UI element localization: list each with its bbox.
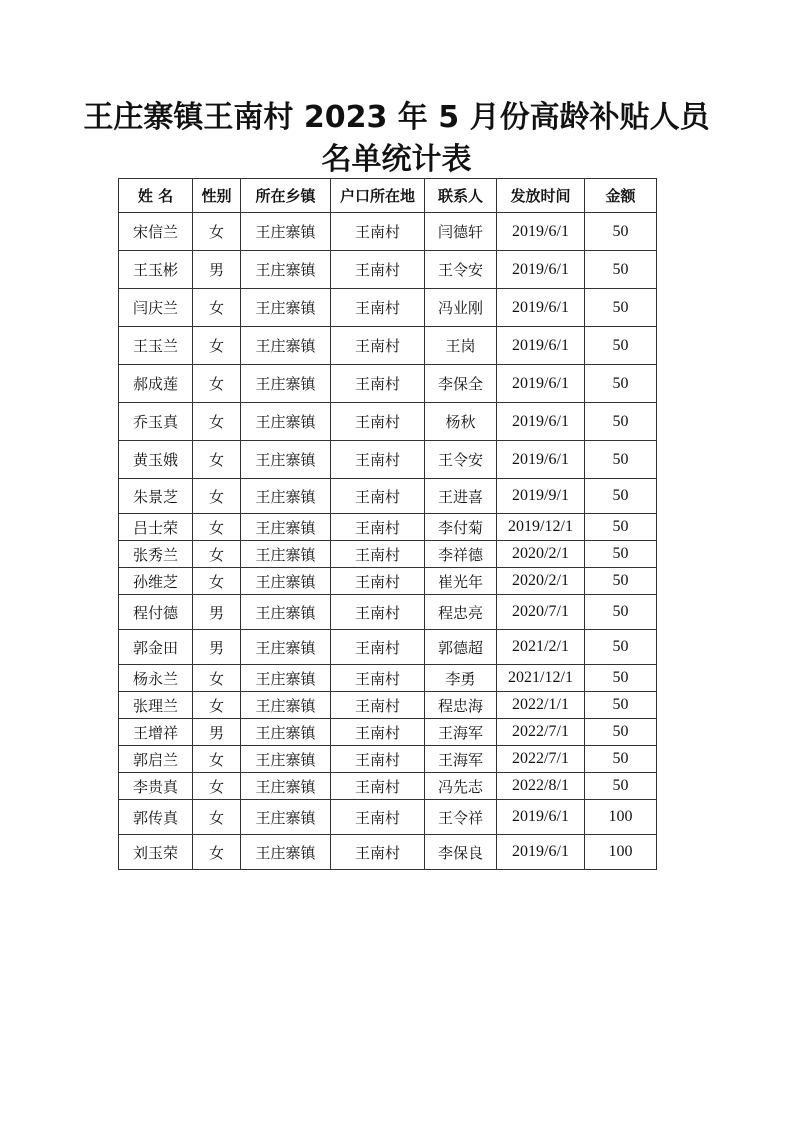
amount-cell: 50 xyxy=(585,541,657,568)
issue-date-cell: 2020/2/1 xyxy=(497,541,585,568)
gender-cell: 女 xyxy=(193,441,241,479)
amount-cell: 50 xyxy=(585,213,657,251)
name-cell: 宋信兰 xyxy=(119,213,193,251)
township-cell: 王庄寨镇 xyxy=(241,479,331,514)
issue-date-cell: 2022/7/1 xyxy=(497,719,585,746)
township-cell: 王庄寨镇 xyxy=(241,213,331,251)
amount-cell: 50 xyxy=(585,327,657,365)
contact-cell: 李保良 xyxy=(425,835,497,870)
gender-cell: 男 xyxy=(193,719,241,746)
township-cell: 王庄寨镇 xyxy=(241,403,331,441)
header-amount: 金额 xyxy=(585,179,657,213)
township-cell: 王庄寨镇 xyxy=(241,289,331,327)
gender-cell: 女 xyxy=(193,403,241,441)
gender-cell: 女 xyxy=(193,835,241,870)
issue-date-cell: 2019/6/1 xyxy=(497,365,585,403)
name-cell: 程付德 xyxy=(119,595,193,630)
amount-cell: 50 xyxy=(585,719,657,746)
issue-date-cell: 2021/12/1 xyxy=(497,665,585,692)
residence-cell: 王南村 xyxy=(331,800,425,835)
name-cell: 朱景芝 xyxy=(119,479,193,514)
gender-cell: 女 xyxy=(193,213,241,251)
township-cell: 王庄寨镇 xyxy=(241,441,331,479)
township-cell: 王庄寨镇 xyxy=(241,665,331,692)
amount-cell: 50 xyxy=(585,746,657,773)
residence-cell: 王南村 xyxy=(331,719,425,746)
issue-date-cell: 2022/1/1 xyxy=(497,692,585,719)
amount-cell: 100 xyxy=(585,800,657,835)
issue-date-cell: 2019/6/1 xyxy=(497,251,585,289)
table-row xyxy=(119,800,657,835)
table-row xyxy=(119,835,657,870)
contact-cell: 李祥德 xyxy=(425,541,497,568)
issue-date-cell: 2020/7/1 xyxy=(497,595,585,630)
amount-cell: 50 xyxy=(585,365,657,403)
contact-cell: 程忠亮 xyxy=(425,595,497,630)
name-cell: 郭金田 xyxy=(119,630,193,665)
table-header-row xyxy=(119,179,657,213)
gender-cell: 女 xyxy=(193,479,241,514)
township-cell: 王庄寨镇 xyxy=(241,835,331,870)
gender-cell: 女 xyxy=(193,514,241,541)
name-cell: 张秀兰 xyxy=(119,541,193,568)
amount-cell: 50 xyxy=(585,665,657,692)
residence-cell: 王南村 xyxy=(331,479,425,514)
residence-cell: 王南村 xyxy=(331,365,425,403)
contact-cell: 王海军 xyxy=(425,719,497,746)
table-row xyxy=(119,630,657,665)
township-cell: 王庄寨镇 xyxy=(241,327,331,365)
contact-cell: 闫德轩 xyxy=(425,213,497,251)
township-cell: 王庄寨镇 xyxy=(241,746,331,773)
issue-date-cell: 2022/8/1 xyxy=(497,773,585,800)
township-cell: 王庄寨镇 xyxy=(241,365,331,403)
header-gender: 性别 xyxy=(193,179,241,213)
table-row xyxy=(119,403,657,441)
amount-cell: 50 xyxy=(585,630,657,665)
township-cell: 王庄寨镇 xyxy=(241,719,331,746)
issue-date-cell: 2019/6/1 xyxy=(497,441,585,479)
issue-date-cell: 2020/2/1 xyxy=(497,568,585,595)
gender-cell: 女 xyxy=(193,800,241,835)
table-row xyxy=(119,289,657,327)
issue-date-cell: 2019/6/1 xyxy=(497,800,585,835)
residence-cell: 王南村 xyxy=(331,835,425,870)
name-cell: 孙维芝 xyxy=(119,568,193,595)
residence-cell: 王南村 xyxy=(331,251,425,289)
gender-cell: 女 xyxy=(193,665,241,692)
table-row xyxy=(119,773,657,800)
name-cell: 郭启兰 xyxy=(119,746,193,773)
contact-cell: 冯业刚 xyxy=(425,289,497,327)
table-body xyxy=(119,213,657,870)
contact-cell: 冯先志 xyxy=(425,773,497,800)
residence-cell: 王南村 xyxy=(331,441,425,479)
contact-cell: 崔光年 xyxy=(425,568,497,595)
amount-cell: 50 xyxy=(585,773,657,800)
contact-cell: 李保全 xyxy=(425,365,497,403)
name-cell: 吕士荣 xyxy=(119,514,193,541)
table-row xyxy=(119,327,657,365)
table-row xyxy=(119,746,657,773)
table-row xyxy=(119,441,657,479)
header-name: 姓 名 xyxy=(119,179,193,213)
issue-date-cell: 2021/2/1 xyxy=(497,630,585,665)
residence-cell: 王南村 xyxy=(331,773,425,800)
contact-cell: 王令安 xyxy=(425,441,497,479)
table-row xyxy=(119,251,657,289)
gender-cell: 女 xyxy=(193,365,241,403)
table-row xyxy=(119,541,657,568)
name-cell: 李贵真 xyxy=(119,773,193,800)
gender-cell: 男 xyxy=(193,630,241,665)
table-row xyxy=(119,595,657,630)
township-cell: 王庄寨镇 xyxy=(241,514,331,541)
amount-cell: 50 xyxy=(585,441,657,479)
residence-cell: 王南村 xyxy=(331,665,425,692)
contact-cell: 程忠海 xyxy=(425,692,497,719)
name-cell: 张理兰 xyxy=(119,692,193,719)
amount-cell: 50 xyxy=(585,251,657,289)
header-contact: 联系人 xyxy=(425,179,497,213)
township-cell: 王庄寨镇 xyxy=(241,595,331,630)
residence-cell: 王南村 xyxy=(331,403,425,441)
name-cell: 郝成莲 xyxy=(119,365,193,403)
gender-cell: 女 xyxy=(193,327,241,365)
issue-date-cell: 2022/7/1 xyxy=(497,746,585,773)
name-cell: 黄玉娥 xyxy=(119,441,193,479)
document-title-line-2: 名单统计表 xyxy=(321,142,472,177)
contact-cell: 王海军 xyxy=(425,746,497,773)
name-cell: 刘玉荣 xyxy=(119,835,193,870)
gender-cell: 女 xyxy=(193,746,241,773)
residence-cell: 王南村 xyxy=(331,746,425,773)
table-row xyxy=(119,692,657,719)
name-cell: 闫庆兰 xyxy=(119,289,193,327)
contact-cell: 王令祥 xyxy=(425,800,497,835)
township-cell: 王庄寨镇 xyxy=(241,800,331,835)
amount-cell: 50 xyxy=(585,289,657,327)
gender-cell: 男 xyxy=(193,595,241,630)
gender-cell: 女 xyxy=(193,692,241,719)
issue-date-cell: 2019/6/1 xyxy=(497,835,585,870)
table-row xyxy=(119,479,657,514)
gender-cell: 女 xyxy=(193,773,241,800)
issue-date-cell: 2019/6/1 xyxy=(497,403,585,441)
name-cell: 郭传真 xyxy=(119,800,193,835)
table-row xyxy=(119,665,657,692)
table-row xyxy=(119,213,657,251)
residence-cell: 王南村 xyxy=(331,327,425,365)
residence-cell: 王南村 xyxy=(331,568,425,595)
gender-cell: 女 xyxy=(193,568,241,595)
table-row xyxy=(119,365,657,403)
residence-cell: 王南村 xyxy=(331,595,425,630)
contact-cell: 王进喜 xyxy=(425,479,497,514)
document-title-line-1: 王庄寨镇王南村 2023 年 5 月份高龄补贴人员 xyxy=(83,100,710,135)
contact-cell: 郭德超 xyxy=(425,630,497,665)
header-issue-date: 发放时间 xyxy=(497,179,585,213)
header-residence: 户口所在地 xyxy=(331,179,425,213)
name-cell: 杨永兰 xyxy=(119,665,193,692)
issue-date-cell: 2019/6/1 xyxy=(497,289,585,327)
amount-cell: 50 xyxy=(585,514,657,541)
contact-cell: 王令安 xyxy=(425,251,497,289)
residence-cell: 王南村 xyxy=(331,541,425,568)
table-row xyxy=(119,514,657,541)
residence-cell: 王南村 xyxy=(331,213,425,251)
subsidy-table xyxy=(118,178,657,870)
amount-cell: 50 xyxy=(585,692,657,719)
contact-cell: 王岗 xyxy=(425,327,497,365)
gender-cell: 男 xyxy=(193,251,241,289)
township-cell: 王庄寨镇 xyxy=(241,541,331,568)
name-cell: 王增祥 xyxy=(119,719,193,746)
township-cell: 王庄寨镇 xyxy=(241,773,331,800)
contact-cell: 李付菊 xyxy=(425,514,497,541)
township-cell: 王庄寨镇 xyxy=(241,692,331,719)
township-cell: 王庄寨镇 xyxy=(241,568,331,595)
township-cell: 王庄寨镇 xyxy=(241,251,331,289)
table-row xyxy=(119,719,657,746)
name-cell: 王玉兰 xyxy=(119,327,193,365)
gender-cell: 女 xyxy=(193,289,241,327)
residence-cell: 王南村 xyxy=(331,289,425,327)
issue-date-cell: 2019/6/1 xyxy=(497,327,585,365)
amount-cell: 100 xyxy=(585,835,657,870)
amount-cell: 50 xyxy=(585,595,657,630)
name-cell: 乔玉真 xyxy=(119,403,193,441)
name-cell: 王玉彬 xyxy=(119,251,193,289)
township-cell: 王庄寨镇 xyxy=(241,630,331,665)
issue-date-cell: 2019/9/1 xyxy=(497,479,585,514)
amount-cell: 50 xyxy=(585,403,657,441)
table-row xyxy=(119,568,657,595)
contact-cell: 李勇 xyxy=(425,665,497,692)
issue-date-cell: 2019/6/1 xyxy=(497,213,585,251)
residence-cell: 王南村 xyxy=(331,630,425,665)
contact-cell: 杨秋 xyxy=(425,403,497,441)
gender-cell: 女 xyxy=(193,541,241,568)
amount-cell: 50 xyxy=(585,479,657,514)
header-township: 所在乡镇 xyxy=(241,179,331,213)
issue-date-cell: 2019/12/1 xyxy=(497,514,585,541)
residence-cell: 王南村 xyxy=(331,514,425,541)
amount-cell: 50 xyxy=(585,568,657,595)
residence-cell: 王南村 xyxy=(331,692,425,719)
